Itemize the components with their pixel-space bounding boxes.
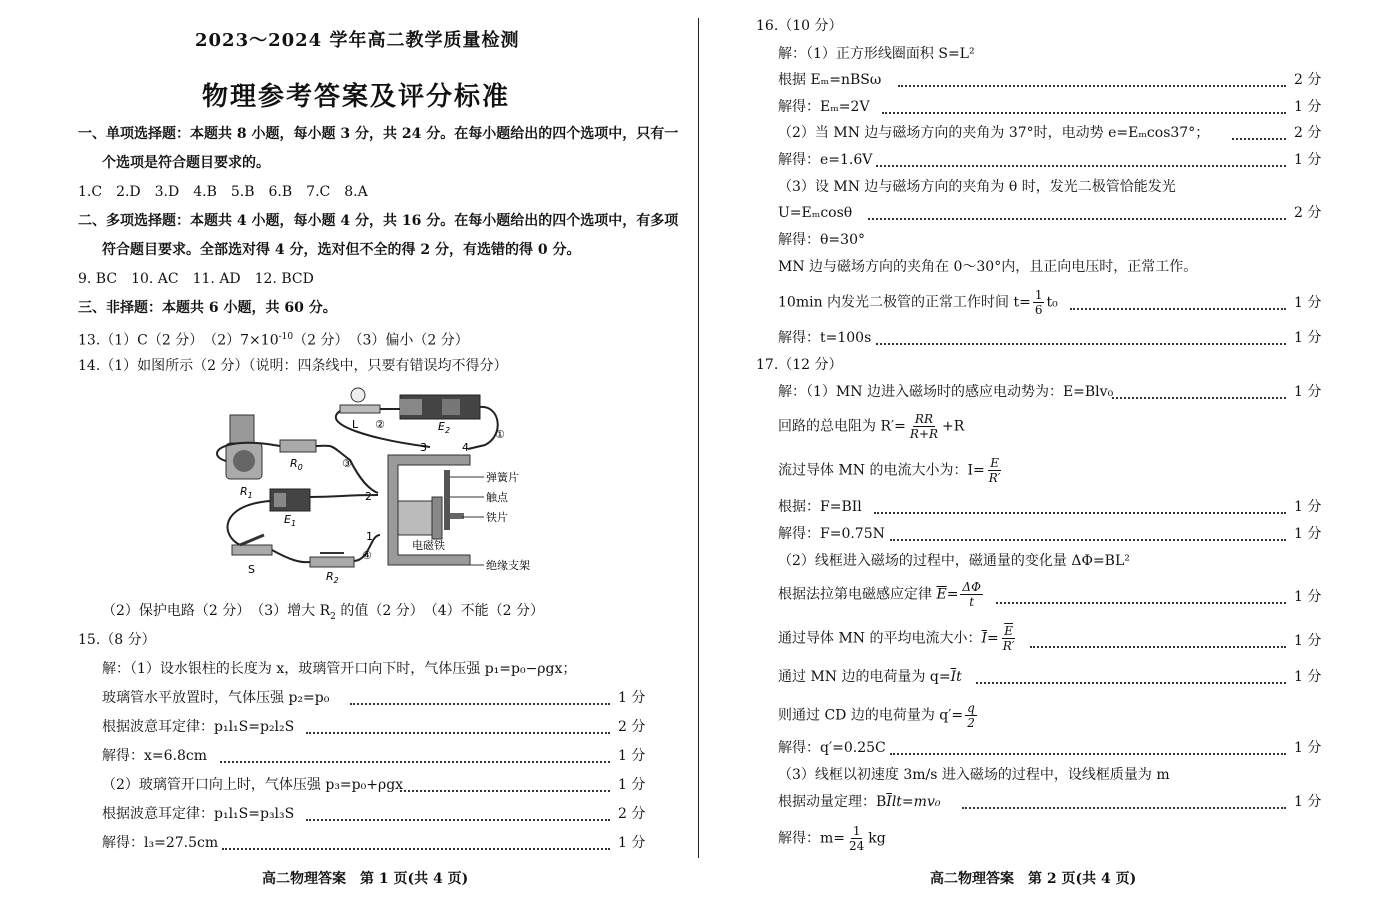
q15-score7: 1 分 — [618, 835, 646, 851]
label-1: 1 — [366, 530, 373, 543]
q17-score11: 1 分 — [1294, 740, 1322, 756]
label-2: 2 — [365, 490, 372, 503]
q15-line5: （2）玻璃管开口向上时，气体压强 p₃=p₀+ρgx — [102, 777, 404, 793]
label-3: 3 — [420, 441, 427, 454]
q16-heading: 16.（10 分） — [756, 18, 843, 34]
q15-line4: 解得：x=6.8cm — [102, 748, 208, 764]
q15-line7: 解得：l₃=27.5cm — [102, 835, 219, 851]
q15-heading: 15.（8 分） — [78, 632, 156, 648]
q15-line6: 根据波意耳定律：p₁l₁S=p₃l₃S — [102, 806, 295, 822]
q16-score2: 2 分 — [1294, 72, 1322, 88]
q17-score9: 1 分 — [1294, 669, 1322, 685]
label-E2: $E_2$ — [438, 420, 451, 435]
q17-score4: 1 分 — [1294, 499, 1322, 515]
q16-score7: 2 分 — [1294, 205, 1322, 221]
switch-icon — [232, 535, 272, 555]
q16-line9: MN 边与磁场方向的夹角在 0～30°内，且正向电压时，正常工作。 — [778, 259, 1198, 275]
label-circle-3: ③ — [342, 457, 352, 470]
q17-heading: 17.（12 分） — [756, 357, 843, 373]
page2-footer: 高二物理答案 第 2 页(共 4 页) — [930, 871, 1137, 887]
label-E1: $E_1$ — [284, 513, 297, 528]
q16-line11: 解得：t=100s — [778, 330, 872, 346]
q17-line6: （2）线框进入磁场的过程中，磁通量的变化量 ΔΦ=BL² — [778, 553, 1130, 569]
section2-line2: 符合题目要求。全部选对得 4 分，选对但不全的得 2 分，有选错的得 0 分。 — [102, 242, 581, 258]
page1-footer: 高二物理答案 第 1 页(共 4 页) — [262, 871, 469, 887]
q17-line1: 解：（1）MN 边进入磁场时的感应电动势为：E=Blv₀ — [778, 384, 1114, 400]
q16-line2: 根据 Eₘ=nBSω — [778, 72, 882, 88]
q16-score10: 1 分 — [1294, 295, 1322, 311]
q17-line10: 则通过 CD 边的电荷量为 q′= $\frac{q}{2}$ — [778, 701, 975, 730]
q17-line12: （3）线框以初速度 3m/s 进入磁场的过程中，设线框质量为 m — [778, 767, 1170, 783]
section1-line1: 一、单项选择题：本题共 8 小题，每小题 3 分，共 24 分。在每小题给出的四个选项中，只有一 — [78, 126, 679, 142]
q17-line14: 解得：m= $\frac{1}{24}$ kg — [778, 824, 886, 853]
q17-score1: 1 分 — [1294, 384, 1322, 400]
q16-line7: U=Eₘcosθ — [778, 205, 853, 221]
q17-line3: 流过导体 MN 的电流大小为：I= $\frac{E}{R'}$ — [778, 456, 1001, 485]
q17-line11: 解得：q′=0.25C — [778, 740, 886, 756]
label-R2: $R_2$ — [326, 570, 339, 585]
q15-line1: 解：（1）设水银柱的长度为 x，玻璃管开口向下时，气体压强 p₁=p₀−ρgx； — [102, 661, 577, 677]
q17-line7: 根据法拉第电磁感应定律 $\overline{E}=$ $\frac{\Delta\Phi}{t}$ — [778, 580, 981, 609]
q16-line3: 解得：Eₘ=2V — [778, 99, 870, 115]
q16-score5: 1 分 — [1294, 152, 1322, 168]
label-R0: $R_0$ — [290, 457, 303, 472]
q17-line4: 根据：F=BIl — [778, 499, 862, 515]
q16-line5: 解得：e=1.6V — [778, 152, 873, 168]
q15-line3: 根据波意耳定律：p₁l₁S=p₂l₂S — [102, 719, 295, 735]
q16-line6: （3）设 MN 边与磁场方向的夹角为 θ 时，发光二极管恰能发光 — [778, 179, 1176, 195]
q17-score7: 1 分 — [1294, 589, 1322, 605]
q15-score5: 1 分 — [618, 777, 646, 793]
label-L: L — [352, 418, 359, 431]
q15-score6: 2 分 — [618, 806, 646, 822]
page-divider — [698, 18, 699, 858]
label-circle-4: ④ — [362, 549, 372, 562]
label-spring: 弹簧片 — [486, 471, 519, 484]
label-4: 4 — [462, 441, 469, 454]
q17-line2: 回路的总电阻为 R′= $\frac{RR}{R+R}$ +R — [778, 412, 965, 441]
page-title: 物理参考答案及评分标准 — [202, 82, 511, 112]
q15-line2: 玻璃管水平放置时，气体压强 p₂=p₀ — [102, 690, 330, 706]
q17-line9: 通过 MN 边的电荷量为 $q=\overline{I}t$ — [778, 669, 962, 685]
q17-score8: 1 分 — [1294, 633, 1322, 649]
q13-answer: 13.（1）C（2 分） $(2)7\times 10^{-10}(2$ 分） （3）偏小（2 分） — [78, 332, 469, 349]
q17-score13: 1 分 — [1294, 794, 1322, 810]
q16-line10: 10min 内发光二极管的正常工作时间 t= $\frac{1}{6}$ t₀ — [778, 288, 1058, 317]
label-contact: 触点 — [486, 491, 508, 504]
section1-answers: 1.C 2.D 3.D 4.B 5.B 6.B 7.C 8.A — [78, 184, 368, 200]
q16-line4: （2）当 MN 边与磁场方向的夹角为 37°时，电动势 e=Eₘcos37°； — [778, 125, 1210, 141]
q15-score2: 1 分 — [618, 690, 646, 706]
q16-score4: 2 分 — [1294, 125, 1322, 141]
q16-line1: 解：（1）正方形线圈面积 S=L² — [778, 46, 975, 62]
exam-header: 2023～2024 学年高二教学质量检测 — [195, 30, 520, 51]
resistor-r0-icon — [280, 440, 316, 452]
q16-score3: 1 分 — [1294, 99, 1322, 115]
q14-line1: 14.（1）如图所示（2 分）（说明：四条线中，只要有错误均不得分） — [78, 358, 508, 374]
label-R1: $R_1$ — [240, 485, 253, 500]
label-support: 绝缘支架 — [486, 559, 530, 572]
label-S: S — [248, 563, 255, 576]
q17-score5: 1 分 — [1294, 526, 1322, 542]
q17-line5: 解得：F=0.75N — [778, 526, 885, 542]
q17-line8: 通过导体 MN 的平均电流大小：$\overline{I}=$ $\frac{\overline{E}}{R'}$ — [778, 624, 1015, 653]
resistor-r1-icon — [226, 415, 262, 479]
q15-score4: 1 分 — [618, 748, 646, 764]
q17-line13: 根据动量定理：$B\overline{I}lt=mv_0$ — [778, 794, 941, 810]
battery-e2-icon — [400, 395, 480, 419]
label-circle-1: ① — [495, 428, 505, 441]
q14-line2: （2）保护电路（2 分） （3）增大 $R_2$ 的值（2 分） （4）不能（2 分） — [102, 603, 544, 622]
bulb-icon — [340, 388, 380, 413]
section2-line1: 二、多项选择题：本题共 4 小题，每小题 4 分，共 16 分。在每小题给出的四个选项中，有多项 — [78, 213, 679, 229]
q16-score11: 1 分 — [1294, 330, 1322, 346]
label-circle-2: ② — [375, 418, 385, 431]
rheostat-r2-icon — [310, 553, 354, 567]
q15-score3: 2 分 — [618, 719, 646, 735]
section3-heading: 三、非择题：本题共 6 小题，共 60 分。 — [78, 300, 337, 316]
label-magnet: 电磁铁 — [412, 539, 445, 552]
label-iron: 铁片 — [486, 511, 508, 524]
q16-line8: 解得：θ=30° — [778, 232, 865, 248]
section1-line2: 个选项是符合题目要求的。 — [102, 155, 270, 171]
battery-e1-icon — [270, 489, 310, 511]
circuit-diagram — [200, 385, 560, 585]
section2-answers: 9. BC 10. AC 11. AD 12. BCD — [78, 271, 314, 287]
